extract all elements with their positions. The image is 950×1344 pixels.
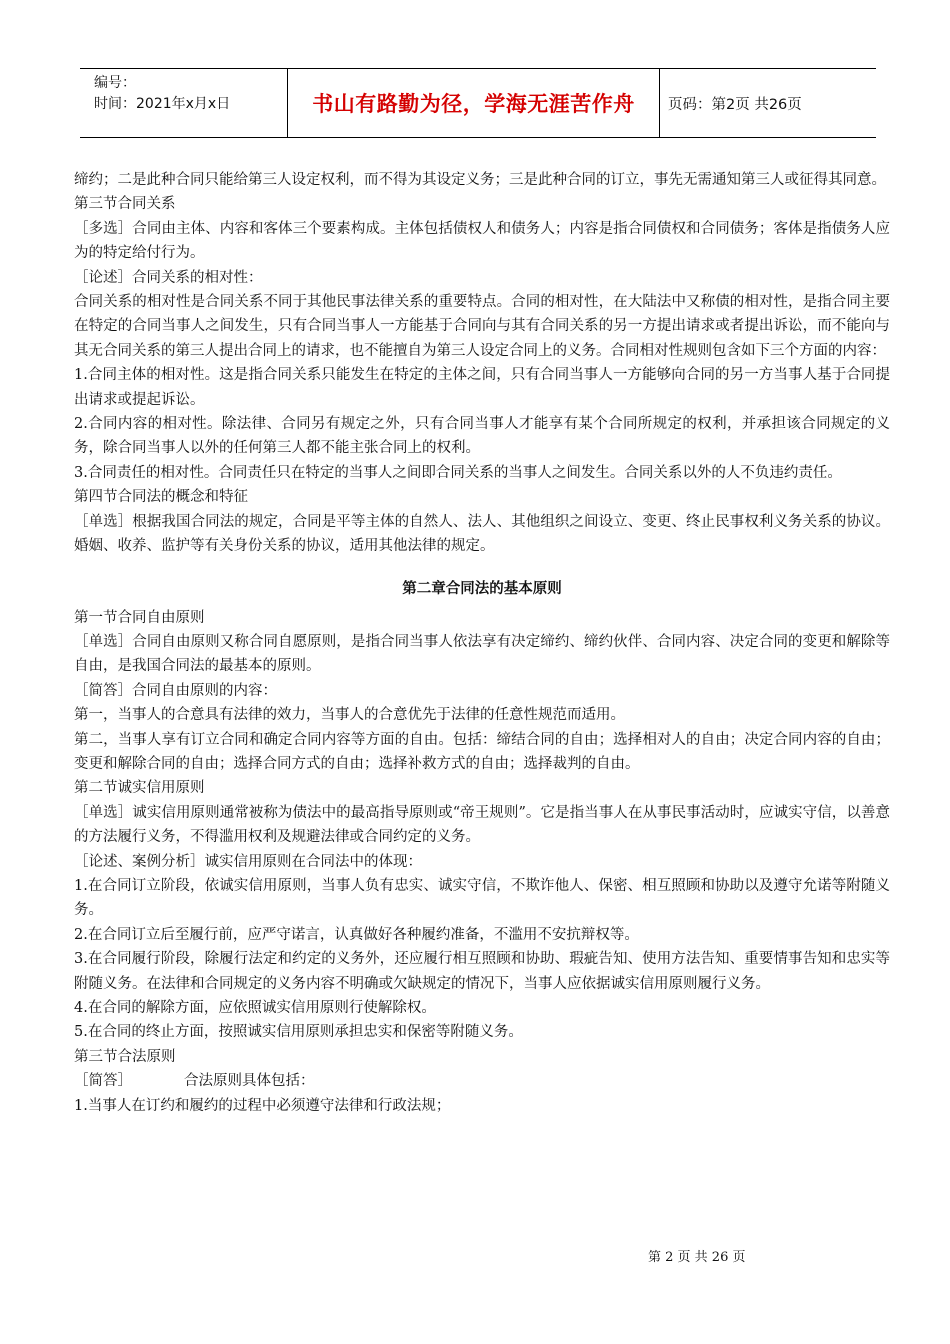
number-label: 编号： — [94, 75, 136, 91]
list-item: 5.在合同的终止方面，按照诚实信用原则承担忠实和保密等附随义务。 — [74, 1024, 523, 1041]
list-item: 2.合同内容的相对性。除法律、合同另有规定之外，只有合同当事人才能享有某个合同所规定的权利，并承担该合同规定的义务，除合同当事人以外的任何第三人都不能主张合同上的权利。 — [74, 416, 890, 457]
paragraph — [74, 1069, 890, 1093]
question-text: 合法原则具体包括： — [184, 1073, 315, 1090]
list-item: 1.合同主体的相对性。这是指合同关系只能发生在特定的主体之间，只有合同当事人一方能够向合同的另一方当事人基于合同提出请求或提起诉讼。 — [74, 367, 890, 408]
paragraph: ［简答］合同自由原则的内容： — [74, 682, 277, 699]
question-tag: ［简答］ — [74, 1073, 132, 1090]
header-meta — [80, 69, 287, 137]
paragraph: ［多选］合同由主体、内容和客体三个要素构成。主体包括债权人和债务人；内容是指合同债权和合同债务；客体是指债务人应为的特定给付行为。 — [74, 220, 890, 262]
section-heading: 第一节合同自由原则 — [74, 609, 205, 626]
page-footer: 第 2 页 共 26 页 — [648, 1250, 746, 1265]
list-item: 3.合同责任的相对性。合同责任只在特定的当事人之间即合同关系的当事人之间发生。合同关系以外的人不负违约责任。 — [74, 464, 842, 481]
list-item: 1.当事人在订约和履约的过程中必须遵守法律和行政法规； — [74, 1097, 451, 1114]
document-body — [74, 168, 890, 1118]
section-heading: 第三节合同关系 — [74, 196, 176, 213]
section-heading: 第三节合法原则 — [74, 1048, 176, 1065]
header-table — [80, 68, 876, 138]
paragraph: ［单选］根据我国合同法的规定，合同是平等主体的自然人、法人、其他组织之间设立、变更、终止民事权利义务关系的协议。婚姻、收养、监护等有关身份关系的协议，适用其他法律的规定。 — [74, 513, 890, 555]
list-item: 4.在合同的解除方面，应依照诚实信用原则行使解除权。 — [74, 1000, 436, 1016]
paragraph: 合同关系的相对性是合同关系不同于其他民事法律关系的重要特点。合同的相对性，在大陆法中又称债的相对性，是指合同主要在特定的合同当事人之间发生，只有合同当事人一方能基于合同向与其有合同关系的另一方提出请求或者提出诉讼，而不能向与其无合同关系的第三人提出合同上的请求，也不能擅自为第三人设定合同上的义务。合同相对性规则包含如下三个方面的内容： — [74, 294, 890, 359]
header-motto: 书山有路勤为径，学海无涯苦作舟 — [312, 92, 635, 116]
section-heading: 第二节诚实信用原则 — [74, 780, 205, 797]
chapter-title: 第二章合同法的基本原则 — [402, 580, 562, 597]
time-label: 时间：2021年x月x日 — [94, 96, 231, 112]
paragraph: 缔约；二是此种合同只能给第三人设定权利，而不得为其设定义务；三是此种合同的订立，事先无需通知第三人或征得其同意。 — [74, 172, 886, 188]
list-item: 3.在合同履行阶段，除履行法定和约定的义务外，还应履行相互照顾和协助、瑕疵告知、使用方法告知、重要情事告知和忠实等附随义务。在法律和合同规定的义务内容不明确或欠缺规定的情况下，当事人应依据诚实信用原则履行义务。 — [74, 951, 890, 992]
paragraph: ［单选］诚实信用原则通常被称为债法中的最高指导原则或“帝王规则”。它是指当事人在从事民事活动时，应诚实守信，以善意的方法履行义务，不得滥用权利及规避法律或合同约定的义务。 — [74, 804, 890, 846]
paragraph: 第二，当事人享有订立合同和确定合同内容等方面的自由。包括：缔结合同的自由；选择相对人的自由；决定合同内容的自由；变更和解除合同的自由；选择合同方式的自由；选择补救方式的自由；选择裁判的自由。 — [74, 731, 890, 772]
list-item: 2.在合同订立后至履行前，应严守诺言，认真做好各种履约准备，不滥用不安抗辩权等。 — [74, 926, 639, 943]
paragraph: ［单选］合同自由原则又称合同自愿原则，是指合同当事人依法享有决定缔约、缔约伙伴、合同内容、决定合同的变更和解除等自由，是我国合同法的最基本的原则。 — [74, 633, 890, 675]
paragraph: ［论述、案例分析］诚实信用原则在合同法中的体现： — [74, 853, 422, 870]
paragraph: 第一，当事人的合意具有法律的效力，当事人的合意优先于法律的任意性规范而适用。 — [74, 707, 625, 724]
header-page-info-cell — [660, 69, 876, 137]
section-heading: 第四节合同法的概念和特征 — [74, 489, 248, 506]
paragraph: ［论述］合同关系的相对性： — [74, 269, 263, 286]
list-item: 1.在合同订立阶段，依诚实信用原则，当事人负有忠实、诚实守信，不欺诈他人、保密、相互照顾和协助以及遵守允诺等附随义务。 — [74, 877, 890, 919]
header-page-info: 页码：第2页 共26页 — [668, 96, 802, 113]
header-motto-cell — [287, 69, 660, 137]
